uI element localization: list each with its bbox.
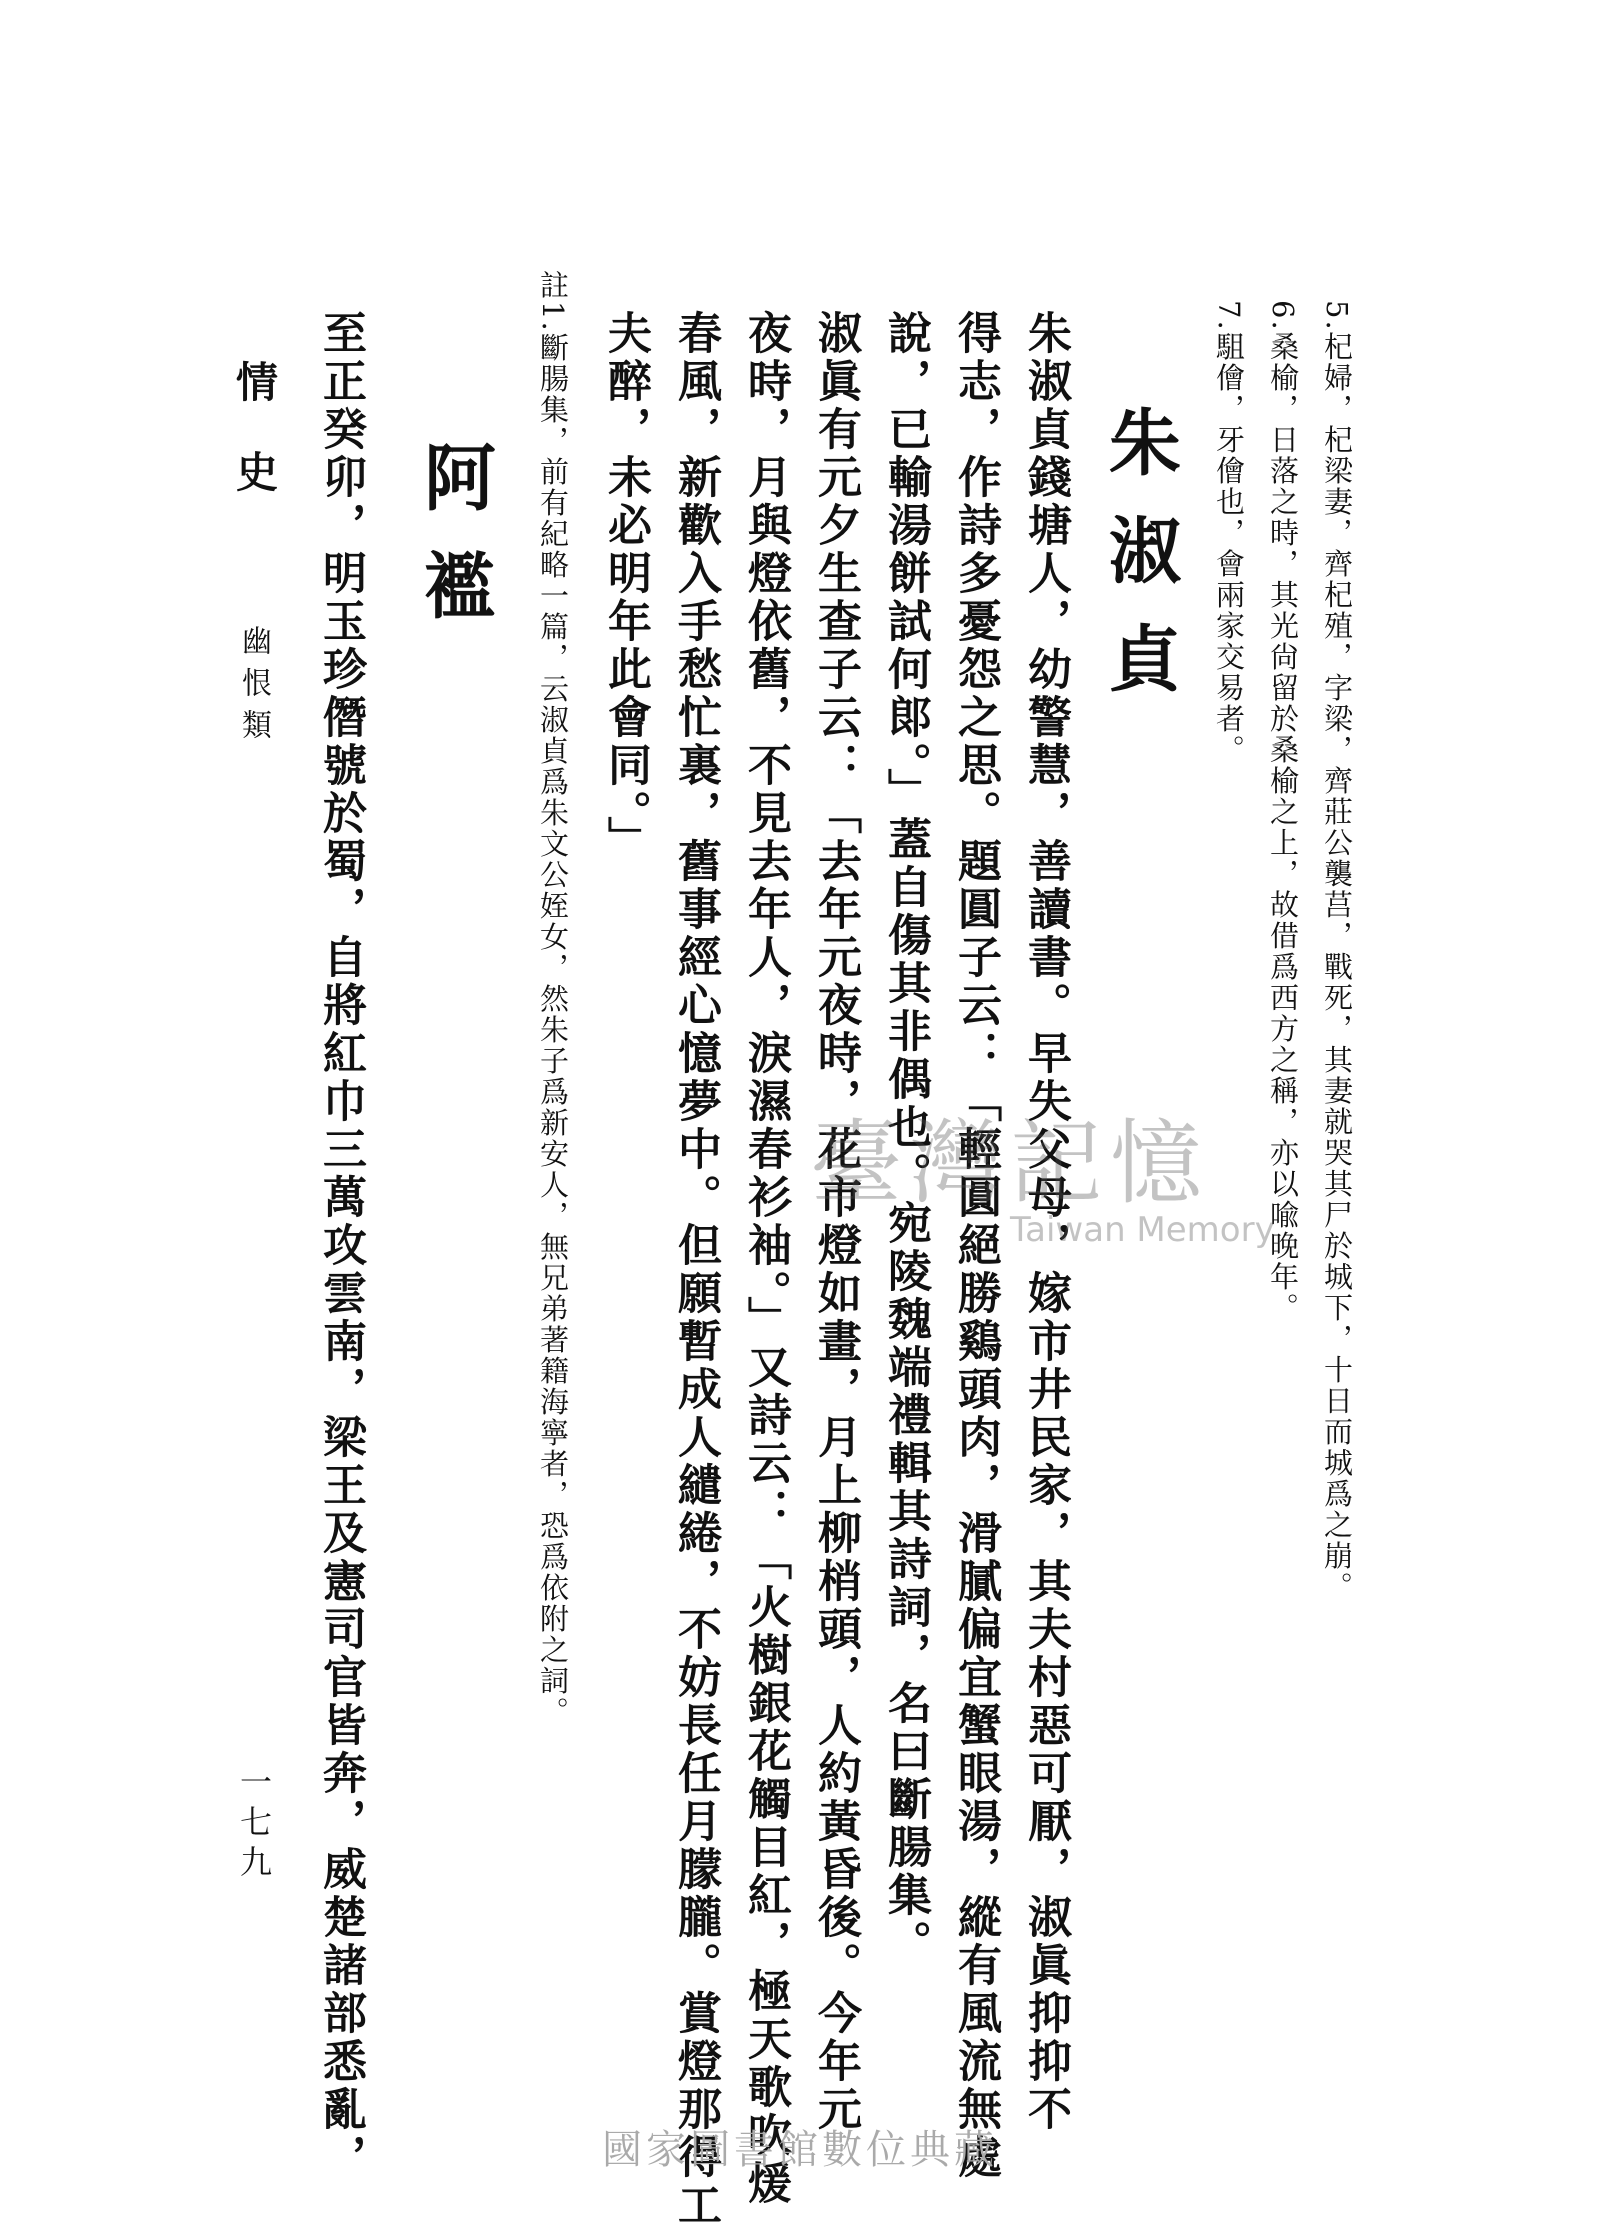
section-title-a-huan: 阿襤: [412, 440, 497, 656]
annotation-note-1: 註1.斷腸集，前有紀略一篇，云淑貞爲朱文公姪女，然朱子爲新安人，無兄弟著籍海寧者，恐爲依附之詞。: [536, 270, 570, 1728]
section-title-zhu-shuzhen: 朱淑貞: [1097, 405, 1182, 729]
logo-latin-text: Taiwan Memory: [1010, 1210, 1275, 1250]
bottom-watermark: 國家圖書館數位典藏: [602, 2127, 998, 2173]
footnote-5: 5.杞婦，杞梁妻，齊杞殖，字梁，齊莊公襲莒，戰死，其妻就哭其尸於城下，十日而城爲之崩。: [1320, 300, 1354, 1603]
body-line-5: 夜時，月與燈依舊，不見去年人，淚濕春衫袖。」又詩云：「火樹銀花觸目紅，極天歌吹煖: [740, 310, 791, 2208]
footnote-7: 7.駔儈，牙儈也，會兩家交易者。: [1212, 300, 1246, 766]
body-line-2: 得志，作詩多憂怨之思。題圓子云：「輕圓絕勝鷄頭肉，滑膩偏宜蟹眼湯，縱有風流無處: [950, 310, 1001, 2182]
logo-cjk-text: 臺灣記憶: [810, 1110, 1211, 1217]
body-line-4: 淑眞有元夕生查子云：「去年元夜時，花市燈如畫，月上柳梢頭，人約黃昏後。今年元: [810, 310, 861, 2134]
body-line-3: 說，已輸湯餅試何郞。」蓋自傷其非偶也。宛陵魏端禮輯其詩詞，名曰斷腸集。: [880, 310, 931, 1968]
body-line-ahuan-1: 至正癸卯，明玉珍僭號於蜀，自將紅巾三萬攻雲南，梁王及憲司官皆奔，威楚諸部悉亂，: [315, 310, 366, 2182]
category-label: 幽恨類: [236, 625, 271, 751]
body-line-1: 朱淑貞錢塘人，幼警慧，善讀書。早失父母，嫁市井民家，其夫村惡可厭，淑眞抑抑不: [1020, 310, 1071, 2134]
book-title: 情史: [230, 360, 279, 540]
footnote-6: 6.桑榆，日落之時，其光尙留於桑榆之上，故借爲西方之稱，亦以喩晚年。: [1266, 300, 1300, 1324]
body-line-7: 夫醉，未必明年此會同。」: [600, 310, 651, 864]
page-number: 一七九: [235, 1765, 273, 1885]
body-line-6: 春風，新歡入手愁忙裏，舊事經心憶夢中。但願暫成人繾綣，不妨長任月朦朧。賞燈那得工: [670, 310, 721, 2230]
